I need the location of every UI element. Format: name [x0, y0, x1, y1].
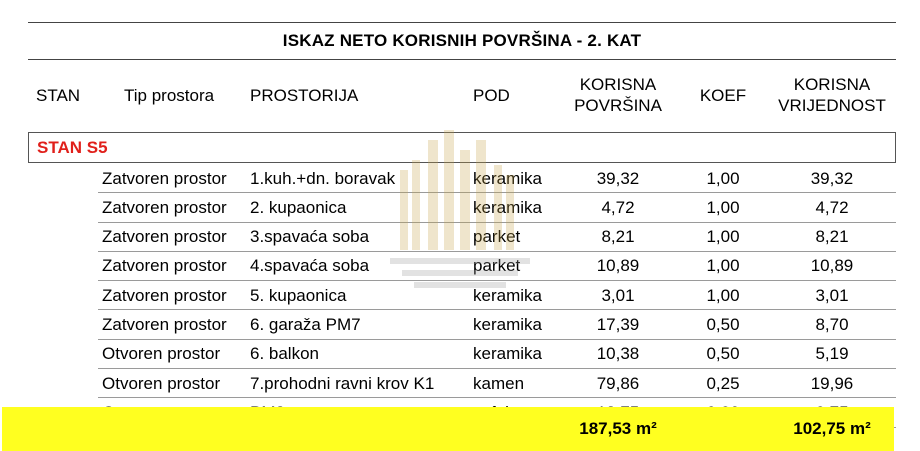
cell-pod: kamen: [473, 373, 525, 393]
cell-tip-prostora: Otvoren prostor: [102, 373, 221, 393]
header-korisna-povrsina-line2: POVRŠINA: [574, 96, 662, 115]
cell-koef: 1,00: [706, 285, 740, 305]
cell-tip-prostora: Otvoren prostor: [102, 344, 221, 364]
cell-tip-prostora: Zatvoren prostor: [102, 168, 227, 188]
cell-korisna-vrijednost: 19,96: [810, 373, 854, 393]
header-korisna-povrsina: [558, 59, 678, 131]
total-vrijednost: 102,75 m²: [793, 419, 871, 438]
cell-korisna-vrijednost: 3,01: [815, 285, 849, 305]
cell-pod: keramika: [473, 344, 542, 364]
section-label: STAN S5: [37, 137, 108, 157]
header-tip-prostora: Tip prostora: [124, 85, 215, 105]
table-row: [28, 223, 896, 252]
table-row: [28, 193, 896, 222]
cell-tip-prostora: Zatvoren prostor: [102, 227, 227, 247]
header-pod: POD: [473, 85, 510, 105]
table-row: [28, 310, 896, 339]
cell-korisna-vrijednost: 39,32: [810, 168, 854, 188]
cell-korisna-povrsina: 3,01: [601, 285, 635, 305]
table-header: [28, 59, 896, 131]
cell-korisna-povrsina: 79,86: [596, 373, 640, 393]
cell-koef: 1,00: [706, 227, 740, 247]
cell-korisna-vrijednost: 4,72: [815, 197, 849, 217]
cell-prostorija: 1.kuh.+dn. boravak: [250, 168, 396, 188]
cell-pod: keramika: [473, 285, 542, 305]
totals-row: [2, 407, 894, 451]
cell-prostorija: 2. kupaonica: [250, 197, 347, 217]
header-korisna-vrijednost-line2: VRIJEDNOST: [778, 96, 886, 115]
cell-korisna-vrijednost: 10,89: [810, 256, 854, 276]
cell-prostorija: 6. garaža PM7: [250, 314, 361, 334]
cell-prostorija: 5. kupaonica: [250, 285, 347, 305]
table-row: [28, 340, 896, 369]
cell-korisna-povrsina: 4,72: [601, 197, 635, 217]
cell-korisna-povrsina: 39,32: [596, 168, 640, 188]
table-row: [28, 164, 896, 193]
cell-koef: 0,50: [706, 314, 740, 334]
cell-pod: keramika: [473, 197, 542, 217]
cell-pod: keramika: [473, 314, 542, 334]
cell-prostorija: 7.prohodni ravni krov K1: [250, 373, 435, 393]
cell-tip-prostora: Zatvoren prostor: [102, 256, 227, 276]
table-title: ISKAZ NETO KORISNIH POVRŠINA - 2. KAT: [28, 22, 896, 60]
cell-korisna-povrsina: 17,39: [596, 314, 640, 334]
cell-tip-prostora: Zatvoren prostor: [102, 285, 227, 305]
cell-koef: 1,00: [706, 256, 740, 276]
header-korisna-povrsina-line1: KORISNA: [579, 75, 657, 94]
table-body: [28, 164, 896, 428]
cell-prostorija: 6. balkon: [250, 344, 319, 364]
cell-korisna-vrijednost: 8,21: [815, 227, 849, 247]
section-row: [28, 132, 896, 163]
cell-tip-prostora: Zatvoren prostor: [102, 314, 227, 334]
cell-korisna-povrsina: 10,89: [596, 256, 640, 276]
total-povrsina: 187,53 m²: [579, 419, 657, 438]
table-row: [28, 281, 896, 310]
cell-koef: 1,00: [706, 168, 740, 188]
header-korisna-vrijednost: [768, 59, 896, 131]
header-koef: KOEF: [699, 85, 747, 105]
cell-tip-prostora: Zatvoren prostor: [102, 197, 227, 217]
table-row: [28, 252, 896, 281]
cell-koef: 1,00: [706, 197, 740, 217]
cell-korisna-povrsina: 10,38: [596, 344, 640, 364]
cell-koef: 0,25: [706, 373, 740, 393]
cell-prostorija: 3.spavaća soba: [250, 227, 370, 247]
cell-koef: 0,50: [706, 344, 740, 364]
cell-pod: keramika: [473, 168, 542, 188]
header-korisna-vrijednost-line1: KORISNA: [793, 75, 871, 94]
header-stan: STAN: [36, 85, 81, 105]
cell-pod: parket: [473, 227, 521, 247]
cell-korisna-vrijednost: 8,70: [815, 314, 849, 334]
cell-korisna-povrsina: 8,21: [601, 227, 635, 247]
table-row: [28, 369, 896, 398]
header-prostorija: PROSTORIJA: [250, 85, 359, 105]
cell-pod: parket: [473, 256, 521, 276]
cell-prostorija: 4.spavaća soba: [250, 256, 370, 276]
cell-korisna-vrijednost: 5,19: [815, 344, 849, 364]
